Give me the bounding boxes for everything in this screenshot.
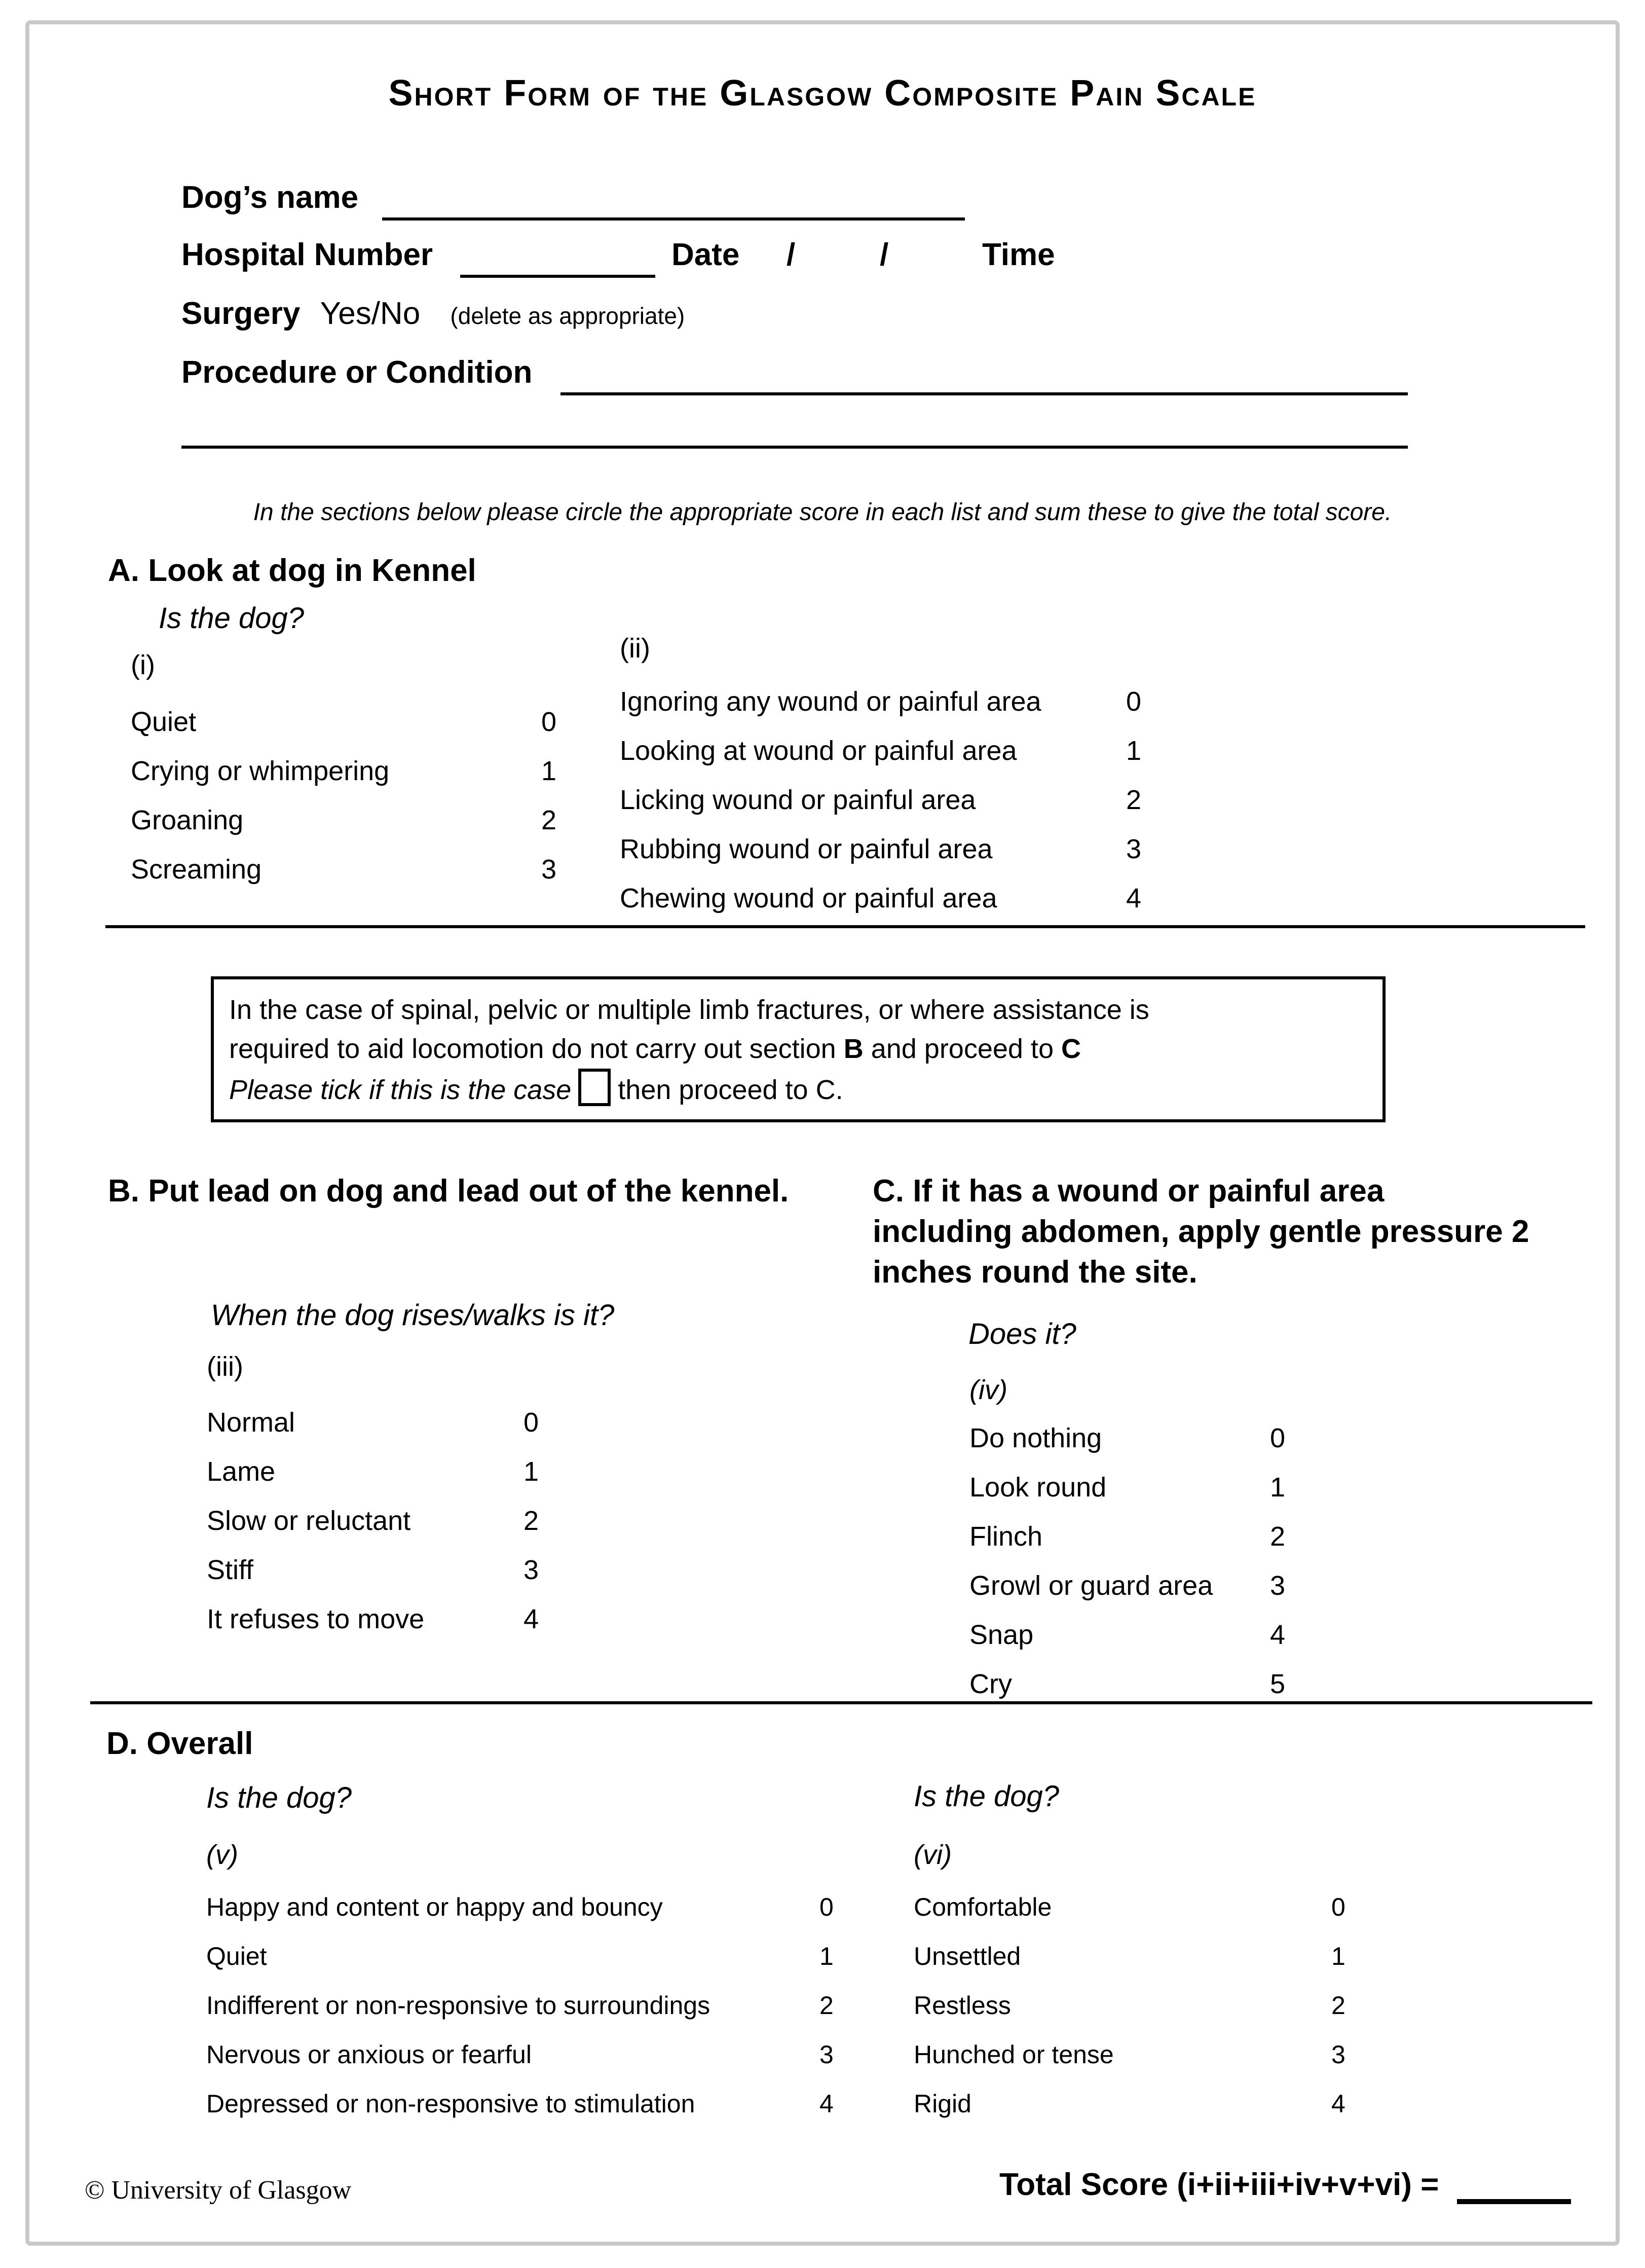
item-label: Indifferent or non-responsive to surroundings: [206, 1991, 711, 2020]
item-label: Crying or whimpering: [131, 756, 390, 786]
list-item: [207, 1505, 967, 1537]
score-value[interactable]: 0: [524, 1407, 539, 1438]
page-title: Short Form of the Glasgow Composite Pain Scale: [388, 73, 1257, 114]
tick-checkbox[interactable]: [578, 1069, 611, 1106]
list-item: [206, 2089, 966, 2118]
form-page: [25, 20, 1620, 2246]
list-ii-label: (ii): [620, 633, 650, 664]
list-item: [914, 1892, 1645, 1922]
score-value[interactable]: 0: [819, 1893, 834, 1921]
item-label: Lame: [207, 1456, 276, 1487]
score-value[interactable]: 2: [524, 1506, 539, 1536]
list-item: [206, 1942, 966, 1971]
dogs-name-label: Dog’s name: [181, 180, 359, 215]
item-label: Chewing wound or painful area: [620, 883, 997, 913]
score-value[interactable]: 3: [819, 2040, 834, 2069]
list-iii-label: (iii): [207, 1351, 243, 1382]
score-value[interactable]: 0: [1126, 686, 1142, 717]
score-value[interactable]: 4: [524, 1604, 539, 1634]
copyright-text: © University of Glasgow: [85, 2176, 352, 2205]
date-slash-1: /: [787, 237, 796, 272]
list-item: [206, 2040, 966, 2069]
list-item: [620, 883, 1380, 914]
score-value[interactable]: 1: [524, 1456, 539, 1487]
list-item: [969, 1521, 1645, 1552]
item-label: Groaning: [131, 805, 244, 835]
hospital-date-time-row: [181, 236, 1055, 274]
item-label: Flinch: [969, 1521, 1043, 1552]
item-label: Rubbing wound or painful area: [620, 834, 993, 864]
list-i-label: (i): [131, 650, 155, 680]
score-value[interactable]: 3: [541, 854, 557, 885]
list-item: [969, 1422, 1645, 1454]
fracture-notice-box: [211, 976, 1386, 1122]
item-label: Cry: [969, 1669, 1012, 1699]
hospital-number-field[interactable]: [460, 236, 655, 278]
procedure-field[interactable]: [560, 354, 1408, 395]
item-label: Ignoring any wound or painful area: [620, 686, 1041, 717]
score-value[interactable]: 1: [1270, 1472, 1286, 1503]
item-label: Comfortable: [914, 1893, 1052, 1921]
item-label: Screaming: [131, 854, 262, 885]
item-label: Licking wound or painful area: [620, 785, 976, 815]
list-item: [969, 1472, 1645, 1503]
item-label: Happy and content or happy and bouncy: [206, 1893, 663, 1921]
list-item: [207, 1603, 967, 1635]
list-item: [620, 686, 1380, 717]
section-c-heading: [873, 1171, 1529, 1293]
item-label: Hunched or tense: [914, 2040, 1114, 2069]
list-item: [914, 1942, 1645, 1971]
item-label: Quiet: [206, 1942, 267, 1970]
item-label: It refuses to move: [207, 1604, 425, 1634]
total-score-field[interactable]: [1457, 2179, 1571, 2204]
score-value[interactable]: 4: [1126, 883, 1142, 913]
surgery-label: Surgery: [181, 296, 301, 331]
date-slash-2: /: [880, 237, 889, 272]
item-label: Unsettled: [914, 1942, 1021, 1970]
list-v-label: (v): [206, 1840, 238, 1870]
section-b-heading: B. Put lead on dog and lead out of the kennel.: [108, 1174, 789, 1209]
score-value[interactable]: 2: [1270, 1521, 1286, 1552]
surgery-value[interactable]: Yes/No: [320, 296, 421, 331]
item-label: Look round: [969, 1472, 1107, 1503]
section-b-question: When the dog rises/walks is it?: [211, 1299, 615, 1332]
list-item: [969, 1570, 1645, 1601]
score-value[interactable]: 2: [541, 805, 557, 835]
list-item: [620, 833, 1380, 865]
score-value[interactable]: 1: [541, 756, 557, 786]
score-value[interactable]: 0: [1331, 1893, 1345, 1921]
section-d-left-question: Is the dog?: [206, 1781, 352, 1814]
score-value[interactable]: 3: [1270, 1570, 1286, 1601]
list-item: [969, 1619, 1645, 1651]
instruction-text: In the sections below please circle the appropriate score in each list and sum these to give the total score.: [253, 499, 1392, 526]
score-value[interactable]: 2: [1331, 1991, 1345, 2020]
surgery-note: (delete as appropriate): [450, 303, 685, 329]
item-label: Quiet: [131, 707, 197, 737]
date-label: Date: [671, 237, 740, 272]
section-a-question: Is the dog?: [159, 602, 304, 635]
surgery-row: [181, 295, 685, 333]
item-label: Looking at wound or painful area: [620, 736, 1017, 766]
list-item: [207, 1407, 967, 1438]
dogs-name-row: [181, 179, 358, 216]
notice-line-3: Please tick if this is the case then proceed to C.: [229, 1069, 1367, 1110]
score-value[interactable]: 0: [1270, 1423, 1286, 1453]
list-item: [206, 1892, 966, 1922]
item-label: Growl or guard area: [969, 1570, 1213, 1601]
procedure-row: [181, 354, 532, 391]
item-label: Stiff: [207, 1555, 254, 1585]
score-value[interactable]: 1: [819, 1942, 834, 1970]
section-d-heading: D. Overall: [106, 1726, 253, 1761]
list-item: [969, 1668, 1645, 1700]
list-item: [206, 1991, 966, 2020]
score-value[interactable]: 5: [1270, 1669, 1286, 1699]
score-value[interactable]: 2: [819, 1991, 834, 2020]
list-item: [914, 2089, 1645, 2118]
score-value[interactable]: 4: [819, 2090, 834, 2118]
section-d-right-question: Is the dog?: [914, 1780, 1059, 1813]
list-item: [207, 1456, 967, 1487]
list-item: [914, 2040, 1645, 2069]
score-value[interactable]: 1: [1126, 736, 1142, 766]
dogs-name-field[interactable]: [382, 179, 965, 221]
section-c-question: Does it?: [968, 1318, 1076, 1350]
list-iv-label: (iv): [969, 1375, 1007, 1405]
score-value[interactable]: 4: [1331, 2090, 1345, 2118]
procedure-label: Procedure or Condition: [181, 355, 533, 390]
section-divider: [90, 1701, 1592, 1704]
hospital-number-label: Hospital Number: [181, 237, 433, 272]
section-c-heading-line2: including abdomen, apply gentle pressure 2: [873, 1214, 1529, 1249]
list-item: [620, 784, 1380, 816]
item-label: Do nothing: [969, 1423, 1102, 1453]
section-c-heading-line3: inches round the site.: [873, 1255, 1198, 1290]
item-label: Snap: [969, 1620, 1034, 1650]
score-value[interactable]: 3: [1331, 2040, 1345, 2069]
list-vi-label: (vi): [914, 1840, 952, 1870]
item-label: Restless: [914, 1991, 1011, 2020]
item-label: Slow or reluctant: [207, 1506, 411, 1536]
score-value[interactable]: 1: [1331, 1942, 1345, 1970]
total-score-label: Total Score (i+ii+iii+iv+v+vi) =: [999, 2167, 1439, 2202]
score-value[interactable]: 2: [1126, 785, 1142, 815]
section-divider: [105, 925, 1585, 928]
item-label: Nervous or anxious or fearful: [206, 2040, 532, 2069]
notice-line-1: In the case of spinal, pelvic or multiple limb fractures, or where assistance is: [229, 995, 1149, 1025]
score-value[interactable]: 3: [1126, 834, 1142, 864]
section-a-heading: A. Look at dog in Kennel: [108, 553, 476, 588]
time-label: Time: [982, 237, 1055, 272]
score-value[interactable]: 0: [541, 707, 557, 737]
item-label: Rigid: [914, 2090, 971, 2118]
score-value[interactable]: 3: [524, 1555, 539, 1585]
procedure-continuation-field[interactable]: [181, 446, 1408, 449]
list-item: [207, 1554, 967, 1586]
notice-line-2: required to aid locomotion do not carry out section B and proceed to C: [229, 1034, 1081, 1064]
item-label: Depressed or non-responsive to stimulation: [206, 2090, 695, 2118]
item-label: Normal: [207, 1407, 295, 1438]
section-c-heading-line1: C. If it has a wound or painful area: [873, 1174, 1385, 1209]
total-score-row: [999, 2167, 1571, 2204]
score-value[interactable]: 4: [1270, 1620, 1286, 1650]
list-item: [620, 735, 1380, 766]
list-item: [914, 1991, 1645, 2020]
